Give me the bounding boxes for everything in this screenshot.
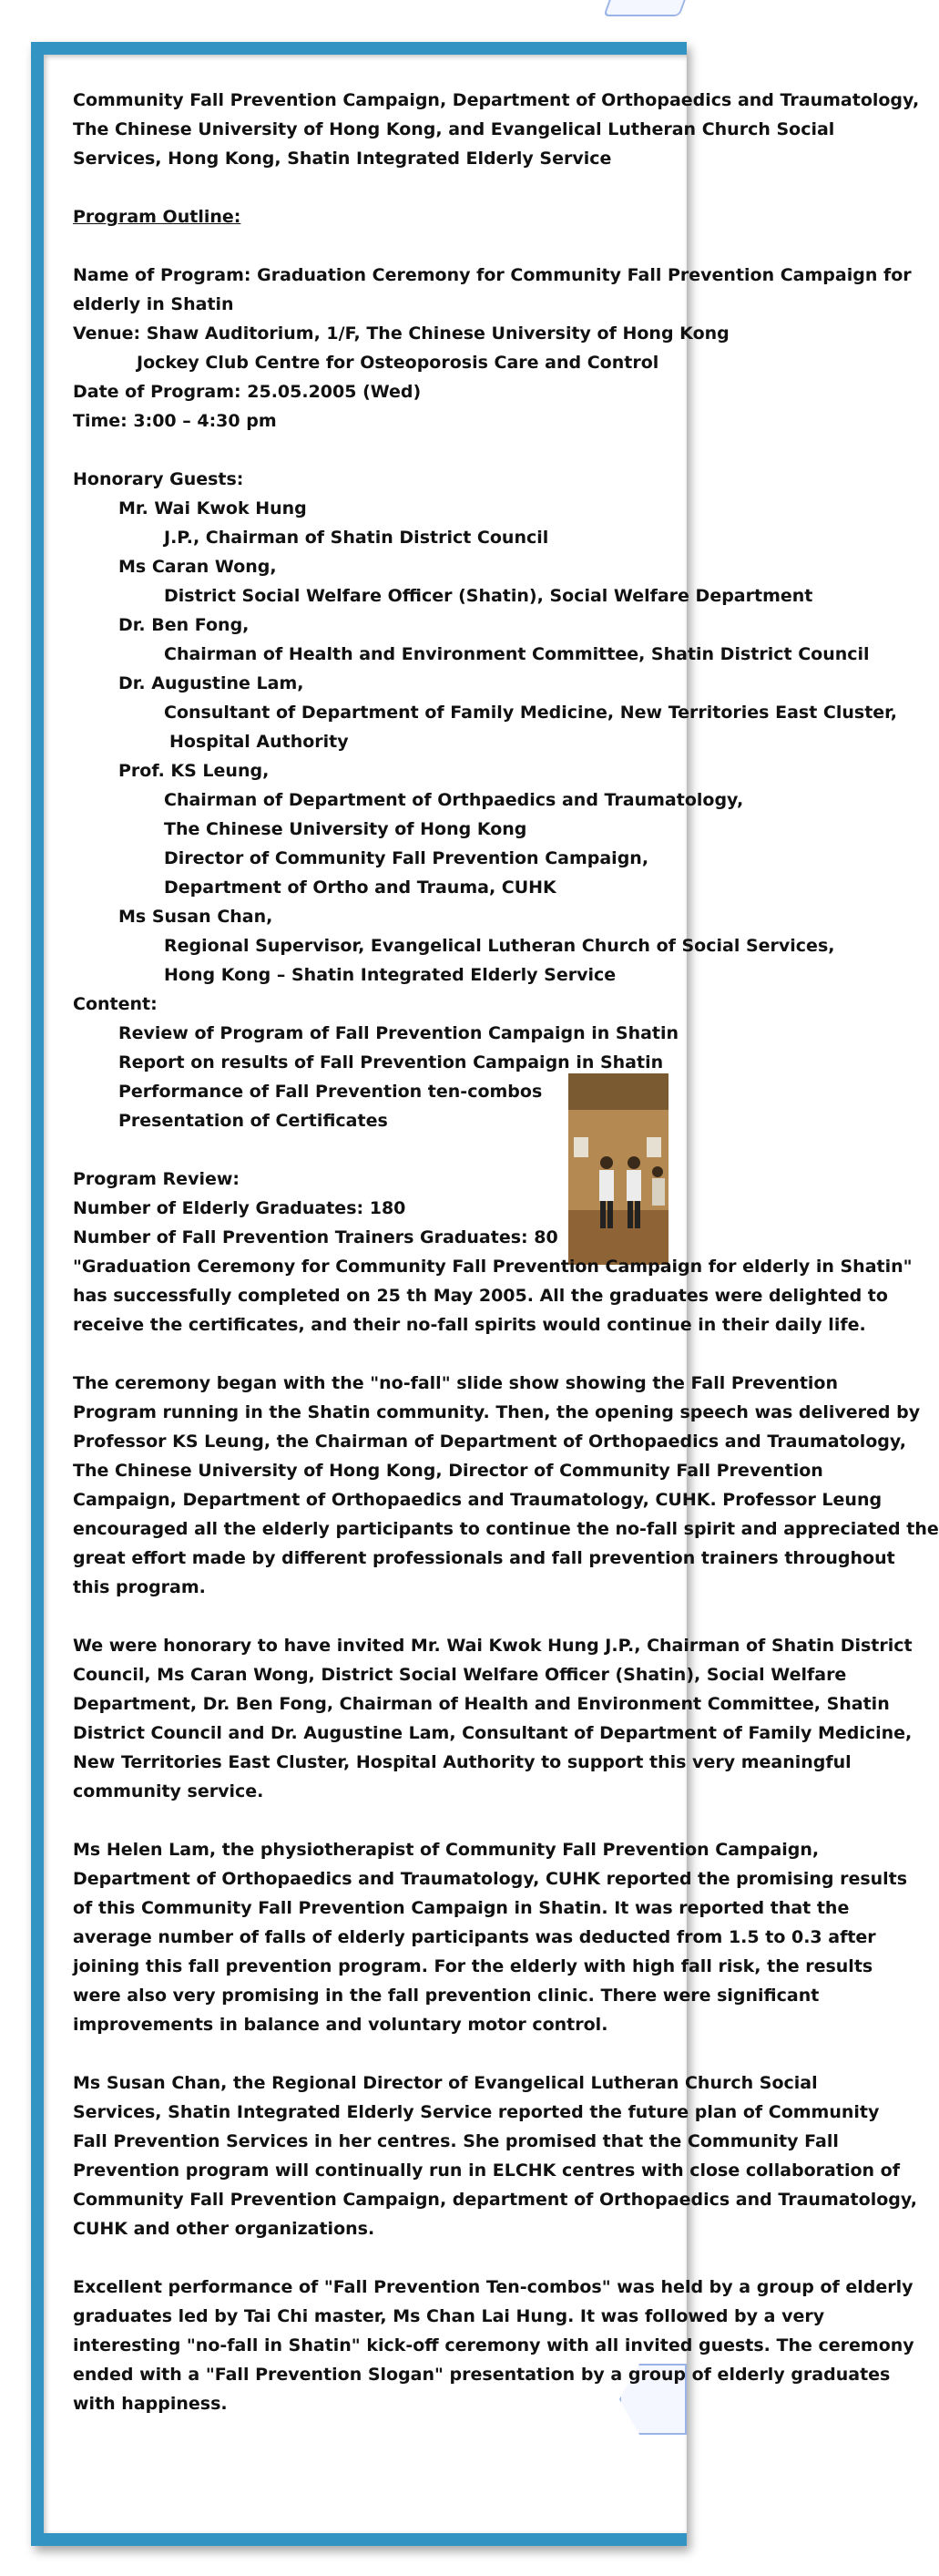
- guest-title: The Chinese University of Hong Kong: [164, 819, 527, 839]
- paragraph-line: Services, Shatin Integrated Elderly Service reported the future plan of Community: [73, 2102, 880, 2122]
- paragraph-line: Community Fall Prevention Campaign, department of Orthopaedics and Traumatology,: [73, 2190, 917, 2210]
- paragraph-line: Ms Susan Chan, the Regional Director of Evangelical Lutheran Church Social: [73, 2073, 818, 2093]
- paragraph-line: interesting "no-fall in Shatin" kick-off ceremony with all invited guests. The ceremony: [73, 2335, 914, 2355]
- paragraph-results-report: [73, 1835, 908, 2039]
- paragraph-line: CUHK and other organizations.: [73, 2219, 375, 2239]
- program-venue: Venue: Shaw Auditorium, 1/F, The Chinese University of Hong Kong: [73, 323, 730, 344]
- content-item: Review of Program of Fall Prevention Campaign in Shatin: [118, 1023, 679, 1043]
- program-venue-cont: Jockey Club Centre for Osteoporosis Care and Control: [137, 353, 659, 373]
- paragraph-line: graduates led by Tai Chi master, Ms Chan Lai Hung. It was followed by a very: [73, 2306, 825, 2326]
- paragraph-line: joining this fall prevention program. For the elderly with high fall risk, the results: [73, 1956, 873, 1976]
- paragraph-line: has successfully completed on 25 th May 2005. All the graduates were delighted to: [73, 1286, 888, 1306]
- guest-name: Mr. Wai Kwok Hung: [118, 498, 307, 518]
- program-outline-heading: Program Outline:: [73, 207, 241, 227]
- guest-name: Prof. KS Leung,: [118, 761, 270, 781]
- guest-name: Dr. Ben Fong,: [118, 615, 250, 635]
- guest-title: Hospital Authority: [169, 732, 349, 752]
- guest-title: Chairman of Health and Environment Committee, Shatin District Council: [164, 644, 870, 664]
- trainer-graduates-count: Number of Fall Prevention Trainers Graduates: 80: [73, 1227, 558, 1247]
- paragraph-line: Department of Orthopaedics and Traumatology, CUHK reported the promising results: [73, 1869, 908, 1889]
- paragraph-line: this program.: [73, 1577, 206, 1597]
- program-review-heading: Program Review:: [73, 1169, 240, 1189]
- paragraph-line: great effort made by different professionals and fall prevention trainers throughout: [73, 1548, 895, 1568]
- guest-name: Ms Caran Wong,: [118, 557, 277, 577]
- decorative-tab-top: [603, 0, 690, 16]
- paragraph-line: Campaign, Department of Orthopaedics and Traumatology, CUHK. Professor Leung: [73, 1490, 883, 1510]
- header-line: Community Fall Prevention Campaign, Department of Orthopaedics and Traumatology,: [73, 90, 920, 110]
- paragraph-line: Professor KS Leung, the Chairman of Department of Orthopaedics and Traumatology,: [73, 1432, 907, 1452]
- guest-name: Dr. Augustine Lam,: [118, 673, 304, 693]
- program-name: Name of Program: Graduation Ceremony for Community Fall Prevention Campaign for: [73, 265, 912, 285]
- paragraph-line: Fall Prevention Services in her centres. She promised that the Community Fall: [73, 2131, 839, 2151]
- content-heading: Content:: [73, 994, 158, 1014]
- paragraph-summary: [73, 1252, 913, 1339]
- paragraph-performance: [73, 2273, 914, 2418]
- paragraph-line: were also very promising in the fall prevention clinic. There were significant: [73, 1986, 820, 2006]
- paragraph-line: receive the certificates, and their no-fall spirits would continue in their daily life.: [73, 1315, 866, 1335]
- guest-title: Hong Kong – Shatin Integrated Elderly Service: [164, 965, 617, 985]
- program-name-cont: elderly in Shatin: [73, 294, 234, 314]
- elderly-graduates-count: Number of Elderly Graduates: 180: [73, 1198, 406, 1218]
- paragraph-line: Excellent performance of "Fall Prevention Ten-combos" was held by a group of elderly: [73, 2277, 913, 2297]
- content-item: Report on results of Fall Prevention Campaign in Shatin: [118, 1052, 664, 1072]
- header-line: The Chinese University of Hong Kong, and Evangelical Lutheran Church Social: [73, 119, 835, 139]
- paragraph-line: New Territories East Cluster, Hospital Authority to support this very meaningful: [73, 1752, 852, 1772]
- honorary-guests-heading: Honorary Guests:: [73, 469, 244, 489]
- paragraph-line: Council, Ms Caran Wong, District Social Welfare Officer (Shatin), Social Welfare: [73, 1665, 847, 1685]
- content-item: Presentation of Certificates: [118, 1111, 388, 1131]
- paragraph-invited-guests: [73, 1631, 913, 1806]
- guest-title: District Social Welfare Officer (Shatin), Social Welfare Department: [164, 586, 813, 606]
- paragraph-line: community service.: [73, 1781, 264, 1801]
- paragraph-line: The Chinese University of Hong Kong, Director of Community Fall Prevention: [73, 1461, 823, 1481]
- paragraph-future-plan: [73, 2068, 917, 2243]
- paragraph-line: "Graduation Ceremony for Community Fall Prevention Campaign for elderly in Shatin": [73, 1257, 913, 1277]
- guest-title: Director of Community Fall Prevention Campaign,: [164, 848, 649, 868]
- guest-title: Department of Ortho and Trauma, CUHK: [164, 877, 556, 898]
- paragraph-line: Prevention program will continually run in ELCHK centres with close collaboration of: [73, 2160, 900, 2181]
- guest-title: Chairman of Department of Orthpaedics and Traumatology,: [164, 790, 744, 810]
- guest-name: Ms Susan Chan,: [118, 907, 273, 927]
- paragraph-line: The ceremony began with the "no-fall" slide show showing the Fall Prevention: [73, 1373, 838, 1393]
- program-date: Date of Program: 25.05.2005 (Wed): [73, 382, 422, 402]
- guest-title: Consultant of Department of Family Medicine, New Territories East Cluster,: [164, 703, 897, 723]
- guest-title: J.P., Chairman of Shatin District Council: [164, 528, 549, 548]
- paragraph-line: District Council and Dr. Augustine Lam, Consultant of Department of Family Medicine,: [73, 1723, 913, 1743]
- paragraph-line: improvements in balance and voluntary motor control.: [73, 2015, 608, 2035]
- paragraph-line: average number of falls of elderly participants was deducted from 1.5 to 0.3 after: [73, 1927, 876, 1947]
- content-item: Performance of Fall Prevention ten-combos: [118, 1082, 543, 1102]
- guest-title: Regional Supervisor, Evangelical Lutheran Church of Social Services,: [164, 936, 835, 956]
- document-content: [73, 86, 939, 2418]
- paragraph-line: Ms Helen Lam, the physiotherapist of Community Fall Prevention Campaign,: [73, 1840, 820, 1860]
- paragraph-line: Department, Dr. Ben Fong, Chairman of Health and Environment Committee, Shatin: [73, 1694, 890, 1714]
- header-line: Services, Hong Kong, Shatin Integrated Elderly Service: [73, 149, 612, 169]
- paragraph-line: Program running in the Shatin community. Then, the opening speech was delivered by: [73, 1402, 921, 1422]
- paragraph-line: of this Community Fall Prevention Campaign in Shatin. It was reported that the: [73, 1898, 850, 1918]
- paragraph-ceremony-opening: [73, 1369, 939, 1602]
- paragraph-line: We were honorary to have invited Mr. Wai Kwok Hung J.P., Chairman of Shatin District: [73, 1636, 913, 1656]
- paragraph-line: with happiness.: [73, 2394, 228, 2414]
- program-time: Time: 3:00 – 4:30 pm: [73, 411, 277, 431]
- paragraph-line: ended with a "Fall Prevention Slogan" presentation by a group of elderly graduates: [73, 2365, 891, 2385]
- paragraph-line: encouraged all the elderly participants to continue the no-fall spirit and appreciated the: [73, 1519, 939, 1539]
